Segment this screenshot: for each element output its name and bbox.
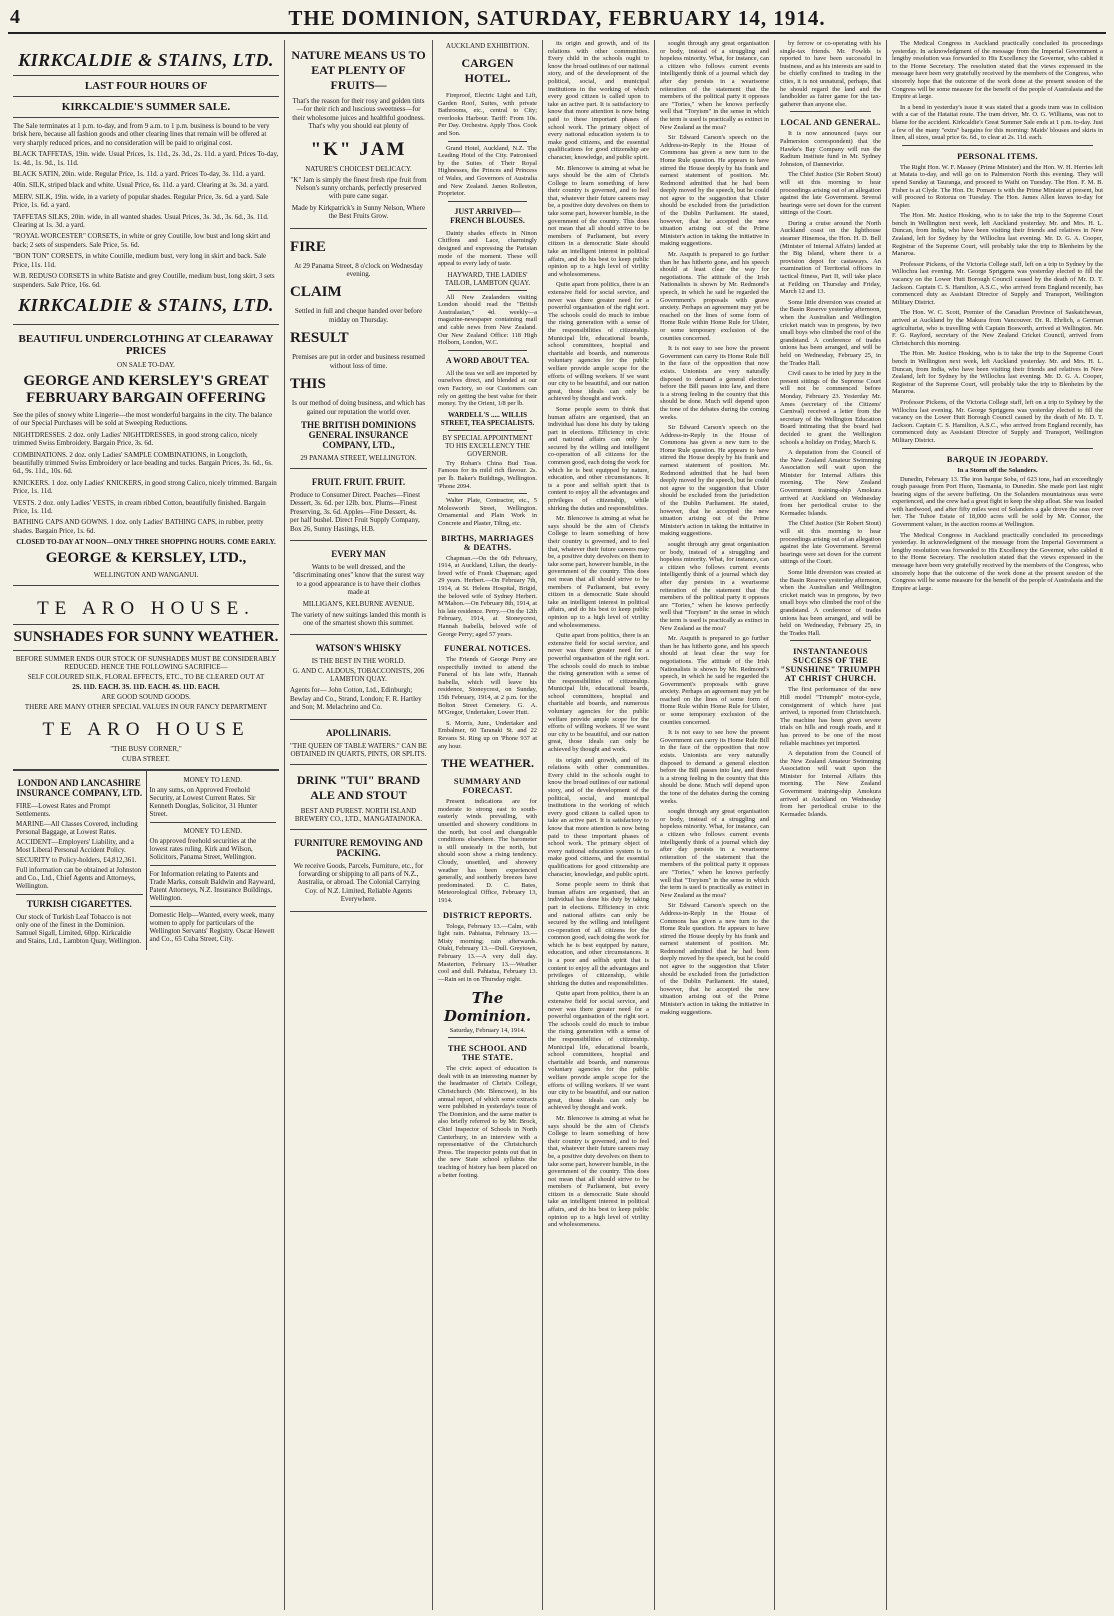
article-paragraph: Quite apart from politics, there is an extensive field for social service, and never was there greater need for a powerful organisation of the right sort. The schools could do much to imbue the rising generation with a sense of the responsibilities of citizenship. Municipal life, educational boards, school committees, hospital and charitable aid boards, and numerous voluntary agencies for the public welfare provide ample scope for the efforts of willing workers. If we want our city to be beautiful, and our nation great, those ideals can only be achieved by thought and work. [548,990,649,1112]
ad-tagline: "THE BUSY CORNER," [110,745,182,754]
barque-heading: BARQUE IN JEOPARDY. [946,454,1049,464]
ad-item: "BON TON" CORSETS, in white Coutille, medium bust, very long in skirt and back. Sale Price, 11s. 11d. [13,252,267,269]
ad-text: "THE QUEEN OF TABLE WATERS." CAN BE OBTAINED IN QUARTS, PINTS, OR SPLITS. [290,741,427,758]
ad-item: COMBINATIONS. 2 doz. only Ladies' SAMPLE COMBINATIONS, in Longcloth, beautifully trimmed Swiss Embroidery or lace beading and tucks. Bargain Prices, 3s. 6d., 6s. 6d., 9s. 11d., 10s. 6d. [13,450,273,476]
ad-item: TAFFETAS SILKS, 20in. wide, in all wanted shades. Usual Prices, 3s. 3d., 3s. 6d., 3s. 11d. Clearing at 1s. 3d. a yard. [13,212,269,230]
personal-paragraph: Professor Pickens, of the Victoria College staff, left on a trip to Sydney by the Willochra last evening. Mr. George Spriggens was yesterday elected to fill the vacancy on the Lower Hutt Borough Council caused by the death of Mr. D. T. Jackson. Captain C. S. Hamilton, A.S.C., who arrived from England recently, has commenced duty as Assistant Director of Supply and Transport, Wellington Military District. [892,260,1103,306]
ad-text: THERE ARE MANY OTHER SPECIAL VALUES IN OUR FANCY DEPARTMENT [24,703,268,712]
ad-brand: "K" JAM [310,138,407,160]
ad-headline: GEORGE AND KERSLEY'S GREAT FEBRUARY BARGAIN OFFERING [23,372,269,406]
personal-paragraph: Professor Pickens, of the Victoria College staff, left on a trip to Sydney by the Willochra last evening. Mr. George Spriggens was yesterday elected to fill the vacancy on the Lower Hutt Borough Council caused by the death of Mr. D. T. Jackson. Captain C. S. Hamilton, A.S.C., who arrived from England recently, has commenced duty as Assistant Director of Supply and Transport, Wellington Military District. [892,398,1103,444]
article-paragraph: its origin and growth, and of its relations with other communities. Every child in the schools ought to know the broad outlines of our national story, and of the development of the political, social, and municipal institutions in the working of which every good citizen is called upon to take an active part. It is satisfactory to know that more attention is now being paid to these important phases of school work. The primary object of every national education system is to make good citizens, and the essential qualifications for good citizenship are character, knowledge, and public spirit. [548,756,649,878]
local-paragraph: Some little diversion was created at the Basin Reserve yesterday afternoon, when the Australian and Wellington cricket match was in progress, by two small boys who climbed the roof of the grandstand. A conference of trades unions has been arranged, and will be held on Wednesday, February 25, in the Trades Hall. [780,298,881,367]
ad-keyword: FIRE [290,238,326,255]
page-columns [8,40,1108,1610]
ad-subheading: KIRKCALDIE'S SUMMER SALE. [61,101,231,113]
insurance-agents: Full information can be obtained at Johnston and Co., Ltd., Chief Agents and Attorneys, Wellington. [16,866,142,891]
local-paragraph: Some little diversion was created at the Basin Reserve yesterday afternoon, when the Australian and Wellington cricket match was in progress, by two small boys who climbed the roof of the grandstand. A conference of trades unions has been arranged, and will be held on Wednesday, February 25, in the Trades Hall. [780,569,881,637]
ad-text: ARE GOOD SOUND GOODS. [101,693,191,702]
kirkcaldie-sale-ad [13,40,279,325]
motorcycle-text: The first performance of the new Hill model "Triumph" motor-cycle, consignment of which have just arrived, is reported from Christchurch. The machine has been given severe trials on hills and rough roads, and it has proved to be one of the most reliable machines yet imported. [780,686,881,747]
article-paragraph: sought through any great organisation or body, instead of a struggling and hopeless minority. What, for instance, can a citizen who follows current events intelligently think of a journal which day after day persists in a wearisome reiteration of the statement that the members of the political party it opposes are "Tories," when he knows perfectly well that "Toryism" in the sense in which the term is used is practically as extinct in New Zealand as the moa? [660,541,769,632]
ad-text: At 29 Panama Street, 8 o'clock on Wednesday evening. [294,261,423,279]
classified-right [147,771,280,950]
local-paragraph: A deputation from the Council of the New Zealand Amateur Swimming Association will wait upon the Minister for Internal Affairs this morning. The New Zealand Government training-ship Amokura arrived at Auckland on Wednesday from her periodical cruise to the Kermadec Islands. [780,449,881,517]
district-heading: DISTRICT REPORTS. [443,910,532,920]
money-ad-head: MONEY TO LEND. [183,827,242,836]
tea-text: All the teas we sell are imported by ourselves direct, and blended at our own Factory, so our Customers can rely on getting the best value for their money. Try the Orient, 1/8 per lb. [438,369,537,408]
personal-items-heading: PERSONAL ITEMS. [957,151,1038,161]
ad-maker: Made by Kirkpatrick's in Sunny Nelson, Where the Best Fruits Grow. [291,203,426,221]
school-heading: THE SCHOOL AND THE STATE. [447,1044,528,1063]
ad-headline: SUNSHADES FOR SUNNY WEATHER. [13,629,279,646]
ad-firm-name: KIRKCALDIE & STAINS, LTD. [18,294,274,315]
article-paragraph: its origin and growth, and of its relations with other communities. Every child in the schools ought to know the broad outlines of our national story, and of the development of the political, social, and municipal institutions in the working of which every good citizen is called upon to take an active part. It is satisfactory to know that more attention is now being paid to these important phases of school work. The primary object of every national education system is to make good citizens, and the essential qualifications for good citizenship are character, knowledge, and public spirit. [548,40,649,161]
contractor-text: Walter Plate, Contractor, etc., 5 Molesworth Street, Wellington. Ornamental and Plain Work in Concrete and Plaster, Tiling, etc. [438,497,537,527]
ad-subheading: LAST FOUR HOURS OF [84,80,208,92]
school-text: The civic aspect of education is dealt with in an interesting manner by the headmaster of Christ's College, Christchurch (Mr. Blencowe), in his annual report, of which some extracts were published in yesterday's issue of The Dominion, and the same matter is also briefly referred to by Mr. Brock, Chief Inspector of Schools in North Canterbury, in an interview with a representative of the Christchurch Press. The inspector points out that in the new State school syllabus the teaching of history has been placed on a better footing. [438,1065,537,1179]
article-paragraph: Sir Edward Carson's speech on the Address-in-Reply in the House of Commons has given a new turn to the Home Rule question. He appears to have stirred the House deeply by his frank and earnest statement of position. Mr. Redmond admitted that he had been deeply moved by the speech, but he could not agree to the suggestion that Ulster should be excluded from the jurisdiction of the Dublin Parliament. He stated, however, that he accepted the new situation arising out of the Prime Minister's action in taking the initiative in making suggestions. [660,424,769,538]
ad-text: Premises are put in order and business resumed without loss of time. [292,353,425,370]
column-seven [887,40,1108,1610]
column-three [433,40,543,1610]
ad-text: Settled in full and cheque handed over before midday on Thursday. [294,307,423,324]
personal-paragraph: The Hon. Mr. Justice Hosking, who is to take the trip to the Supreme Court bench in Wellington next week, left Auckland yesterday. Mr. and Mrs. H. L. Duncan, from India, who have been visiting their friends and relatives in New Zealand, left for Sydney by the Willochra last evening. Mr. D. G. A. Cooper, Registrar of the Supreme Court, will probably take the trip to Blenheim by the Mararoa. [892,350,1103,396]
cargen-hotel-text: Fireproof, Electric Light and Lift, Garden Roof, Suites, with private Bathrooms, etc., central to City; overlooks Harbour. Tariff: From 10s. Per Day. Orchestra. Apply Thos. Cook and Son. [438,92,537,137]
milligan-ad [290,541,427,635]
newspaper-title: THE DOMINION, SATURDAY, FEBRUARY 14, 1914. [288,6,826,30]
ad-place: WELLINGTON AND WANGANUI. [93,571,199,580]
local-paragraph: Civil cases to be tried by jury in the present sittings of the Supreme Court will not be commenced before Monday, February 23. Yesterday Mr. Ames (secretary of the Citizens' Carnival) received a letter from the secretary of the Wellington Education Board intimating that the board had decided to grant the Wellington schools a holiday on Friday, March 6. [780,370,881,446]
funeral-heading: FUNERAL NOTICES. [444,644,531,654]
patents-ad: For Information relating to Patents and Trade Marks, consult Baldwin and Rayward, Patent Attorneys, N.Z. Insurance Buildings, Wellington. [149,870,276,903]
column-six [775,40,887,1610]
blouses-text: Dainty shades effects in Ninon Chiffons and Lace, charmingly designed and expressing the Parisian mode of the moment. These will appeal to every lady of taste. [438,229,537,268]
ad-text: Agents for— John Cotton, Ltd., Edinburgh; Bewlay and Co., Strand, London; F. R. Hartley and Son; M. Melachrino and Co. [290,686,422,712]
article-paragraph: Sir Edward Carson's speech on the Address-in-Reply in the House of Commons has given a new turn to the Home Rule question. He appears to have stirred the House deeply by his frank and earnest statement of position. Mr. Redmond admitted that he had been deeply moved by the speech, but he could not agree to the suggestion that Ulster should be excluded from the jurisdiction of the Dublin Parliament. He stated, however, that he accepted the new situation arising out of the Prime Minister's action in taking the initiative in making suggestions. [660,134,769,248]
article-paragraph: Quite apart from politics, there is an extensive field for social service, and never was there greater need for a powerful organisation of the right sort. The schools could do much to imbue the rising generation with a sense of the responsibilities of citizenship. Municipal life, educational boards, school committees, hospital and charitable aid boards, and numerous voluntary agencies for the public welfare provide ample scope for the efforts of willing workers. If we want our city to be beautiful, and our nation great, those ideals can only be achieved by thought and work. [548,281,649,403]
article-paragraph: Quite apart from politics, there is an extensive field for social service, and never was there greater need for a powerful organisation of the right sort. The schools could do much to imbue the rising generation with a sense of the responsibilities of citizenship. Municipal life, educational boards, school committees, hospital and charitable aid boards, and numerous voluntary agencies for the public welfare provide ample scope for the efforts of willing workers. If we want our city to be beautiful, and our nation great, those ideals can only be achieved by thought and work. [548,632,649,754]
personal-paragraph: The Right Hon. W. F. Massey (Prime Minister) and the Hon. W. H. Herries left at Matata to-day, and will go on to Palmerston North this evening. They will spend Sunday at Tauranga, and proceed to Waihi on Tuesday. The Hon. F. M. B. Fisher is at Clyde. The Hon. Dr. Pomare is with the Prime Minister at present, but will proceed to Rotorua on Tuesday. The Hon. James Allen leaves to-day for Napier. [892,163,1103,209]
ad-keyword: THIS [290,376,326,393]
article-paragraph: Sir Edward Carson's speech on the Address-in-Reply in the House of Commons has given a new turn to the Home Rule question. He appears to have stirred the House deeply by his frank and earnest statement of position. Mr. Redmond admitted that he had been deeply moved by the speech, but he could not agree to the suggestion that Ulster should be excluded from the jurisdiction of the Dublin Parliament. He stated, however, that he accepted the new situation arising out of the Prime Minister's action in taking the initiative in making suggestions. [660,902,769,1016]
article-paragraph: Mr. Blencowe is aiming at what he says should be the aim of Christ's College to learn something of how their country is governed, and to feel that, whatever their future careers may be, a positive duty devolves on them to take some part, however humble, in the government of the country. This does not mean that all should strive to be members of Parliament, but every citizen in a democratic State should take an intelligent interest in political affairs, and do his best to keep public opinion up to a high level of virility and wholesomeness. [548,1114,649,1229]
ad-text: "K" Jam is simply the finest fresh ripe fruit from Nelson's sunny orchards, perfectly preserved with pure cane sugar. [290,175,427,201]
fruit-ad [290,469,427,541]
article-paragraph: In a bend in yesterday's issue it was stated that a goods tram was in collision with a car of the Hataitai route. The tram driver, Mr. O. G. Williams, was not to blame for the accident. Kirkcaldie's Great Summer Sale ends at 1 p.m. to-day. Just a few of the many "extra" bargains for this morning: Maids' blouses and skirts in linen, all sizes, usual price 6s. 6d., to clear at 2s. 11d. each. [892,103,1103,142]
insurance-line: ACCIDENT—Employers' Liability, and a Most Liberal Personal Accident Policy. [16,838,134,855]
article-paragraph: Mr. Asquith is prepared to go further than he has hitherto gone, and his speech should at least clear the way for negotiations. The attitude of the Irish Nationalists is shown by Mr. Redmond's speech, in which he said he regarded the Government's proposals with grave anxiety. Perhaps an agreement may yet be reached on the lines of some form of Home Rule within Home Rule for Ulster, or some temporary exclusion of the counties concerned. [660,251,769,342]
ad-keyword: RESULT [290,330,349,347]
local-general-heading: LOCAL AND GENERAL. [780,118,881,128]
ad-item: BLACK SATIN, 20in. wide. Regular Price, 1s. 11d. a yard. Prices To-day, 3s. 11d. a yard. [13,170,265,179]
funeral-text: The Friends of George Perry are respectfully invited to attend the Funeral of his late wife, Hannah Isabella, which will leave his residence, Stoneycrest, on Sunday, 15th February, 1914, at 2 p.m. for the Bolton Street Cemetery. G. A. M'Gregor, Undertaker, Lower Hutt. [438,656,537,717]
barque-text: Dunedin, February 13. The iron barque Soba, of 623 tons, had an exceedingly rough passage from Port Huon, Tasmania, to Dunedin. She made port last night bearing signs of the severe buffeting. On the Solanders mountainous seas were experienced, and the crew had a great fight to keep the ship afloat. She was loaded with hardwood, and after fifty miles west of Solanders a gale drove the seas over her. The Tuhoe Estate of 18,000 acres will be sold by Mr. Connor, the Government valuer, in the auction rooms at Wellington. [892,475,1103,529]
dominion-leader-date: Saturday, February 14, 1914. [449,1027,526,1035]
ad-firm-name: TE ARO HOUSE. [37,598,255,620]
ad-text: BEST AND PUREST. NORTH ISLAND BREWERY CO., LTD., MANGATAINOKA. [294,806,423,823]
personal-paragraph: The Hon. W. C. Scott, Premier of the Canadian Province of Saskatchewan, arrived at Auckland by the Makura from Vancouver. Dr. R. Ehrlich, a German agriculturist, who is travelling with Captain Bosworth, arrived at Wellington. Mr. F. G. Rayford, secretary of the New Zealand Cricket Council, arrived from Christchurch this morning. [892,309,1103,347]
george-kersley-ad [13,325,279,586]
page-number: 4 [10,6,20,28]
exhibition-line: AUCKLAND EXHIBITION. [445,42,530,50]
hayward-line: HAYWARD, THE LADIES' TAILOR, LAMBTON QUAY. [444,270,531,287]
blouses-heading: JUST ARRIVED— FRENCH BLOUSES. [450,206,525,225]
insurance-line: SECURITY to Policy-holders, £4,812,361. [16,856,137,865]
ad-text: IS THE BEST IN THE WORLD. [311,657,406,666]
local-paragraph: During a cruise around the North Auckland coast on the lighthouse steamer Hinemoa, the Hon. H. D. Bell (Minister of Internal Affairs) landed at the Big Island, where there is a provision depot for castaways. An examination of Territorial officers in tactical fitness, Part II, will take place at Feilding on Thursday and Friday, March 12 and 13. [780,219,881,296]
article-paragraph: The Medical Congress in Auckland practically concluded its proceedings yesterday. In acknowledgment of the message from the Imperial Government a lengthy resolution was forwarded to His Excellency the Governor, who cabled it to the Home Secretary. The resolution stated that the views expressed in the message have been very gratefully received by the members of the Congress, who sincerely hope that the outcome of the work done at the present session of the Congress will be some measure for the benefit of the people of Australasia and the Empire at large. [892,40,1103,101]
ad-headline: APOLLINARIS. [326,727,391,738]
motorcycle-heading: INSTANTANEOUS SUCCESS OF THE "SUNSHINE" TRIUMPH AT CHRIST CHURCH. [780,647,881,684]
local-paragraph: It is now announced (says our Palmerston correspondent) that the Hawke's Bay Company will run the Radium Institute fund in Mr. Sydney Johnston, of Dannevirke. [780,130,881,168]
masthead [8,6,1106,34]
ad-headline: WATSON'S WHISKY [315,643,402,654]
ad-headline: FURNITURE REMOVING AND PACKING. [294,837,423,858]
ad-headline: FRUIT. FRUIT. FRUIT. [311,476,406,487]
personal-paragraph: The Hon. Mr. Justice Hosking, who is to take the trip to the Supreme Court bench in Wellington next week, left Auckland yesterday. Mr. and Mrs. H. L. Duncan, from India, who have been visiting their friends and relatives in New Zealand, left for Sydney by the Willochra last evening. Mr. D. G. A. Cooper, Registrar of the Supreme Court, will probably take the trip to Blenheim by the Mararoa. [892,212,1103,258]
ad-text: SELF COLOURED SILK, FLORAL EFFECTS, ETC., TO BE CLEARED OUT AT [27,673,265,682]
weather-subheading: SUMMARY AND FORECAST. [453,777,522,796]
article-paragraph: by ferrow or co-operating with his single-tax friends. Mr. Fowlds is reported to have been successful in business, and as his interests are said to be chiefly confined to trading in the cities, it is not unnatural, perhaps, that he should regard the land and the landholder as fairer game for the tax-gatherer than anyone else. [780,40,881,108]
article-paragraph: sought through any great organisation or body, instead of a struggling and hopeless minority. What, for instance, can a citizen who follows current events intelligently think of a journal which day after day persists in a wearisome reiteration of the statement that the members of the political party it opposes are "Tories," when he knows perfectly well that "Toryism" in the sense in which the term is used is practically as extinct in New Zealand as the moa? [660,808,769,899]
classified-left [13,771,147,950]
ad-firm-name: MILLIGAN'S, KELBURNE AVENUE. [302,599,415,608]
tui-ale-ad [290,765,427,830]
appointment-line: BY SPECIAL APPOINTMENT TO HIS EXCELLENCY THE GOVERNOR. [442,433,533,458]
article-paragraph: Some people seem to think that human affairs are organised, that an individual has done his duty by taking part in elections. Efficiency in civic and national affairs can only be secured by the willing and intelligent co-operation of all citizens for the common good, each doing the work for which he is best equipped by nature, education, and other circumstances. It is a poor and selfish spirit that is content to enjoy all the advantages and privileges of citizenship, while shirking the duties and responsibilities. [548,405,649,512]
ad-prices: 2S. 11D. EACH. 3S. 11D. EACH. 4S. 11D. EACH. [72,683,220,692]
money-ad-head: MONEY TO LEND. [183,776,242,785]
ad-slogan: NATURE'S CHOICEST DELICACY. [305,164,412,173]
district-text: Tologa, February 13.—Calm, with light rain. Pahiatua, February 13.—Misty morning; rain afterwards. Otaki, February 13.—Dull. Greytown, February 13.—A very dull day. Masterton, February 13.—Weather cool and dull. Pahiatua, February 13.—Rain set in on Thursday night. [438,922,537,983]
ad-item: BLACK TAFFETAS, 19in. wide. Usual Prices, 1s. 11d., 2s. 3d., 2s. 11d. a yard. Prices To-day, 1s. 4d., 1s. 9d., 1s. 11d. [13,150,279,167]
column-advertisements [8,40,285,1610]
ad-firm-name: THE BRITISH DOMINIONS GENERAL INSURANCE COMPANY, LTD., [300,419,417,450]
ad-item: KNICKERS. 1 doz. only Ladies' KNICKERS, in good strong Calico, nicely trimmed. Bargain Price, 1s. 11d. [13,478,277,496]
ad-headline: EVERY MAN [331,548,386,559]
column-five [655,40,775,1610]
dominion-leader-title: The Dominion. [443,989,532,1026]
ad-item: MERV. SILK, 19in. wide, in a variety of popular shades. Regular Price, 3s. 6d. a yard. Sale Price, 1s. 6d. a yard. [13,192,269,210]
births-text: Chapman.—On the 6th February, 1914, at Auckland, Lilian, the dearly-loved wife of Frank Chapman; aged 29 years. Herbert.—On February 7th, 1914, at St. Helens Hospital, Brigid, the beloved wife of Sydney Herbert. M'Mahon.—On February 8th, 1914, at his late residence. Perry.—On the 12th February, 1914, at Stoneycrest, Hannah Isabella, beloved wife of George Perry; aged 57 years. [438,554,537,638]
ad-firm-name: G. AND C. ALDOUS, TOBACCONISTS, 206 LAMBTON QUAY. [292,667,425,684]
column-four [543,40,655,1610]
apollinaris-ad [290,720,427,765]
classified-grid [13,770,279,950]
weather-text: Present indications are for moderate to strong east to south-easterly winds prevailing, with unsettled and showery conditions in the north, but cool and changeable conditions elsewhere. The barometer is still unsteady in the north, but should soon show a rising tendency. Cloudy, unsettled, and showery weather has been experienced generally, and southerly breezes have predominated. D. C. Bates, Meteorological Office, February 13, 1914. [438,798,537,904]
visitors-text: All New Zealanders visiting London should read the "British Australasian," 4d. weekly—a magazine-newspaper containing mail and cable news from New Zealand. Our New Zealand Office: 118 High Holborn, London, W.C. [438,293,537,347]
domestic-ad: Domestic Help—Wanted, every week, many women to apply for particulars of the Wellington Servants' Registry. Oscar Hewett and Co., 65 Cuba Street, City. [149,911,275,944]
cargen-hotel-heading: CARGEN HOTEL. [461,56,514,85]
ad-firm-name: KIRKCALDIE & STAINS, LTD. [18,50,274,70]
tea-heading: A WORD ABOUT TEA. [445,355,530,365]
money-ad-text: In any sums, on Approved Freehold Security, at Lowest Current Rates. Sir Kenneth Douglas, Solicitor, 31 Hunter Street. [149,786,258,819]
furniture-ad [290,830,427,912]
ad-item: VESTS. 2 doz. only Ladies' VESTS, in cream ribbed Cotton, beautifully finished. Bargain Price, 1s. 11d. [13,498,266,515]
births-heading: BIRTHS, MARRIAGES & DEATHS. [441,533,534,552]
ad-closing-line: CLOSED TO-DAY AT NOON—ONLY THREE SHOPPING HOURS. COME EARLY. [16,538,276,547]
weather-heading: THE WEATHER. [441,756,534,771]
article-paragraph: Mr. Blencowe is aiming at what he says should be the aim of Christ's College to learn something of how their country is governed, and to feel that, whatever their future careers may be, a positive duty devolves on them to take some part, however humble, in the government of the country. This does not mean that all should strive to be members of Parliament, but every citizen in a democratic State should take an intelligent interest in political affairs, and do his best to keep public opinion up to a high level of virility and wholesomeness. [548,515,649,629]
china-tea-text: Try Rohan's China Bud Teas. Famous for its mild rich flavour. 2s. per lb. Baker's Buildings, Wellington. 'Phone 2094. [438,459,537,490]
ad-text: BEFORE SUMMER ENDS OUR STOCK OF SUNSHADES MUST BE CONSIDERABLY REDUCED. HENCE THE FOLLOWING SACRIFICE— [15,655,277,672]
ad-firm-name: TE ARO HOUSE [42,719,250,741]
ad-intro: The Sale terminates at 1 p.m. to-day, and from 9 a.m. to 1 p.m. business is bound to be very brisk here, because all fashion goods and other clearing lines that remain will be offered at very sharply reduced prices, and no consideration will be paid to original cost. [13,122,270,147]
turkish-ad-head: TURKISH CIGARETTES. [26,899,132,910]
insurance-line: MARINE—All Classes Covered, including Personal Baggage, at Lowest Rates. [16,820,138,837]
ad-item: 40in. SILK, striped black and white. Usual Price, 6s. 11d. a yard. Clearing at 3s. 3d. a yard. [13,181,269,190]
money-ad-text: On approved freehold securities at the lowest rates ruling. Kirk and Wilson, Solicitors, Panama Street, Wellington. [149,837,257,862]
ad-small-line: ON SALE TO-DAY. [117,360,175,369]
article-paragraph: Mr. Blencowe is aiming at what he says should be the aim of Christ's College to learn something of how their country is governed, and to feel that, whatever their future careers may be, a positive duty devolves on them to take some part, however humble, in the government of the country. This does not mean that all should strive to be members of Parliament, but every citizen in a democratic State should take an intelligent interest in political affairs, and do his best to keep public opinion up to a high level of virility and wholesomeness. [548,164,649,278]
ad-text: That's the reason for their rosy and golden tints—for their rich and luscious sweetness—for their wholesome juices and healthful goodness. That's why you should eat plenty of [292,97,425,131]
column-two [285,40,433,1610]
whisky-ad [290,635,427,719]
barque-subheading: In a Storm off the Solanders. [957,466,1038,474]
ad-address: 29 PANAMA STREET, WELLINGTON. [300,453,417,462]
ad-keyword: CLAIM [290,284,342,301]
ad-text: The variety of new suitings landed this month is one of the smartest shown this summer. [291,610,426,627]
ad-firm-name: GEORGE & KERSLEY, LTD., [45,550,247,567]
ad-headline: NATURE MEANS US TO EAT PLENTY OF FRUITS— [291,48,426,92]
ad-item: NIGHTDRESSES. 2 doz. only Ladies' NIGHTDRESSES, in good strong calico, nicely trimmed Swiss Embroidery. Bargain Price, 3s. 6d. [13,430,258,448]
ad-intro: See the piles of snowy white Lingerie—the most wonderful bargains in the city. The balance of our Special Purchases will be sold at Sweeping Reductions. [13,410,273,428]
insurance-ad-name: LONDON AND LANCASHIRE INSURANCE COMPANY, LTD. [16,778,143,799]
ad-text: Wants to be well dressed, and the "discriminating ones" know that the surest way to a good appearance is to have their clothes made at [292,562,425,597]
grand-hotel-text: Grand Hotel, Auckland, N.Z. The Leading Hotel of the City. Patronised by the Suites of Their Royal Highnesses, the Princes and Princess of Wales, and Governors of Australia and New Zealand. James Rolleston, Proprietor. [438,144,537,198]
ad-subheading: BEAUTIFUL UNDERCLOTHING AT CLEARAWAY PRICES [18,332,274,357]
ad-text: We receive Goods, Parcels, Furniture, etc., for forwarding or shipping to all parts of N.Z., Australia, or abroad. The Colonial Carrying Coy. of N.Z. Limited, Reliable Agents Everywhere. [293,861,424,904]
undertaker-text: S. Morris, Junr., Undertaker and Embalmer, 60 Taranaki St. and 22 Revans St. Ring up on 'Phone 937 at any hour. [438,719,537,750]
ad-headline: DRINK "TUI" BRAND ALE AND STOUT [296,772,421,802]
ad-item: W.B. REDUSO CORSETS in white Batiste and grey Coutille, medium bust, long skirt, 3 sets suspenders. Sale Price, 16s. 6d. [13,272,275,289]
local-paragraph: The Chief Justice (Sir Robert Stout) will sit this morning to hear proceedings arising out of an allegation against the late Government. Several hearings were set down for the current sittings of the Court. [780,171,881,217]
k-jam-ad [290,40,427,229]
british-dominions-ad [290,229,427,469]
article-paragraph: It is not easy to see how the present Government can carry its Home Rule Bill in the face of the opposition that now exists. Unionists are very naturally disposed to demand a general election before the Bill passes into law, and there is a strong feeling in the country that this should be done. Much will depend upon the tone of the debates during the coming weeks. [660,729,769,805]
ad-item: BATHING CAPS AND GOWNS. 1 doz. only Ladies' BATHING CAPS, in rubber, pretty shades. Bargain Price, 1s. 6d. [13,518,264,535]
ad-text: Is our method of doing business, and which has gained our reputation the world over. [291,399,426,416]
wardell-line: WARDELL'S ..... WILLIS STREET, TEA SPECIALISTS. [440,410,535,427]
turkish-ad-text: Our stock of Turkish Leaf Tobacco is not only one of the finest in the Dominion. Samuel Sigall, Limited, 60pp. Kirkcaldie and Stains, Ltd., Lambton Quay, Wellington. [16,913,142,946]
article-paragraph: Some people seem to think that human affairs are organised, that an individual has done his duty by taking part in elections. Efficiency in civic and national affairs can only be secured by the willing and intelligent co-operation of all citizens for the common good, each doing the work for which he is best equipped by nature, education, and other circumstances. It is a poor and selfish spirit that is content to enjoy all the advantages and privileges of citizenship, while shirking the duties and responsibilities. [548,881,649,987]
ad-street: CUBA STREET. [122,755,170,764]
te-aro-house-ad [13,586,279,770]
local-paragraph: The Chief Justice (Sir Robert Stout) will sit this morning to hear proceedings arising out of an allegation against the late Government. Several hearings were set down for the current sittings of the Court. [780,520,881,566]
article-paragraph: The Medical Congress in Auckland practically concluded its proceedings yesterday. In acknowledgment of the message from the Imperial Government a lengthy resolution was forwarded to His Excellency the Governor, who cabled it to the Home Secretary. The resolution stated that the views expressed in the message have been very gratefully received by the members of the Congress, who sincerely hope that the outcome of the work done at the present session of the Congress will be some measure for the benefit of the people of Australasia and the Empire at large. [892,531,1103,592]
ad-item: "ROYAL WORCESTER" CORSETS, in white or grey Coutille, low bust and long skirt and back; 2 sets of suspenders. Sale Price, 5s. 6d. [13,232,271,249]
article-paragraph: sought through any great organisation or body, instead of a struggling and hopeless minority. What, for instance, can a citizen who follows current events intelligently think of a journal which day after day persists in a wearisome reiteration of the statement that the members of the political party it opposes are "Tories," when he knows perfectly well that "Toryism" in the sense in which the term is used is practically as extinct in New Zealand as the moa? [660,40,769,131]
local-paragraph: A deputation from the Council of the New Zealand Amateur Swimming Association will wait upon the Minister for Internal Affairs this morning. The New Zealand Government training-ship Amokura arrived at Auckland on Wednesday from her periodical cruise to the Kermadec Islands. [780,750,881,818]
article-paragraph: Mr. Asquith is prepared to go further than he has hitherto gone, and his speech should at least clear the way for negotiations. The attitude of the Irish Nationalists is shown by Mr. Redmond's speech, in which he said he regarded the Government's proposals with grave anxiety. Perhaps an agreement may yet be reached on the lines of some form of Home Rule within Home Rule for Ulster, or some temporary exclusion of the counties concerned. [660,635,769,726]
article-paragraph: It is not easy to see how the present Government can carry its Home Rule Bill in the face of the opposition that now exists. Unionists are very naturally disposed to demand a general election before the Bill passes into law, and there is a strong feeling in the country that this should be done. Much will depend upon the tone of the debates during the coming weeks. [660,345,769,421]
insurance-line: FIRE—Lowest Rates and Prompt Settlements. [16,802,111,819]
ad-text: Produce to Consumer Direct. Peaches—Finest Dessert, 3s. 6d. per 12lb. box. Plums—Finest Preserving, 3s. 6d. Apples—Fine Dessert, 4s. per half bushel. Direct Fruit Supply Company, Box 26, Sunny Hastings, H.B. [290,490,421,533]
